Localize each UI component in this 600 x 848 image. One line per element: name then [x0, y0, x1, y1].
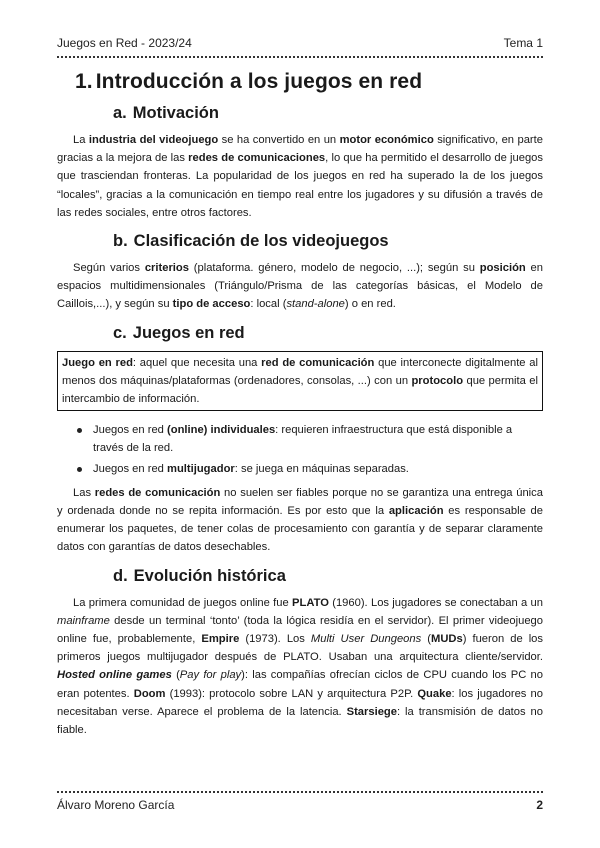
main-content — [57, 70, 543, 745]
header-course: Juegos en Red - 2023/24 — [57, 36, 192, 50]
network-game-types-list — [57, 421, 543, 478]
motivation-paragraph: La industria del videojuego se ha convertido en un motor económico significativo, en parte gracias a la mejora de las redes de comunicaciones, lo que ha permitido el desarrollo de juegos que trasciendan fronteras. La popularidad de los juegos en red ha superado la de los juegos “locales”, gracias a la comunicación en tiempo real entre los jugadores y su difusión a través de las redes sociales, entre otros factores. — [57, 134, 543, 219]
footer-divider — [57, 791, 543, 793]
list-item: Juegos en red multijugador: se juega en máquinas separadas. — [77, 460, 543, 478]
page-number: 2 — [536, 798, 543, 812]
footer-author: Álvaro Moreno García — [57, 798, 175, 812]
section-d-heading: d. Evolución histórica — [113, 566, 286, 585]
chapter-title: 1. Introducción a los juegos en red — [75, 70, 423, 93]
list-item: Juegos en red (online) individuales: requieren infraestructura que está disponible a través de la red. — [77, 421, 543, 457]
page-footer — [57, 798, 543, 812]
section-b-heading: b. Clasificación de los videojuegos — [113, 232, 389, 251]
classification-paragraph: Según varios criterios (plataforma. género, modelo de negocio, ...); según su posición en espacios multidimensionales (Triángulo/Prisma de las categorías básicas, el Modelo de Caillois,...), y según su tipo de acceso: local (stand-alone) o en red. — [57, 262, 543, 311]
section-c-heading: c. Juegos en red — [113, 323, 245, 342]
definition-box — [57, 351, 543, 412]
header-topic: Tema 1 — [503, 36, 543, 50]
header-divider — [57, 56, 543, 58]
history-paragraph: La primera comunidad de juegos online fue PLATO (1960). Los jugadores se conectaban a un mainframe desde un terminal ‘tonto’ (toda la lógica residía en el servidor). El primer videojuego online fue, probablemente, Empire (1973). Los Multi User Dungeons (MUDs) fueron de los primeros juegos multijugador después de PLATO. Usaban una arquitectura cliente/servidor. Hosted online games (Pay for play): las compañías ofrecían ciclos de CPU cuando los PC no eran potentes. Doom (1993): protocolo sobre LAN y arquitectura P2P. Quake: los jugadores no necesitaban verse. Aparece el problema de la latencia. Starsiege: la transmisión de datos no fiable. — [57, 596, 543, 737]
page-header — [57, 36, 543, 56]
section-a-heading: a. Motivación — [113, 104, 219, 122]
reliability-paragraph: Las redes de comunicación no suelen ser fiables porque no se garantiza una entrega única y ordenada donde no se repita información. Es por esto que la aplicación es responsable de enumerar los paquetes, de tener colas de procesamiento con garantía y de separar claramente datos con garantías de datos desechables. — [57, 486, 543, 554]
definition-text: Juego en red: aquel que necesita una red de comunicación que interconecte digitalmente al menos dos máquinas/plataformas (ordenadores, consolas, ...) con un protocolo que permita el intercambio de información. — [62, 356, 538, 406]
